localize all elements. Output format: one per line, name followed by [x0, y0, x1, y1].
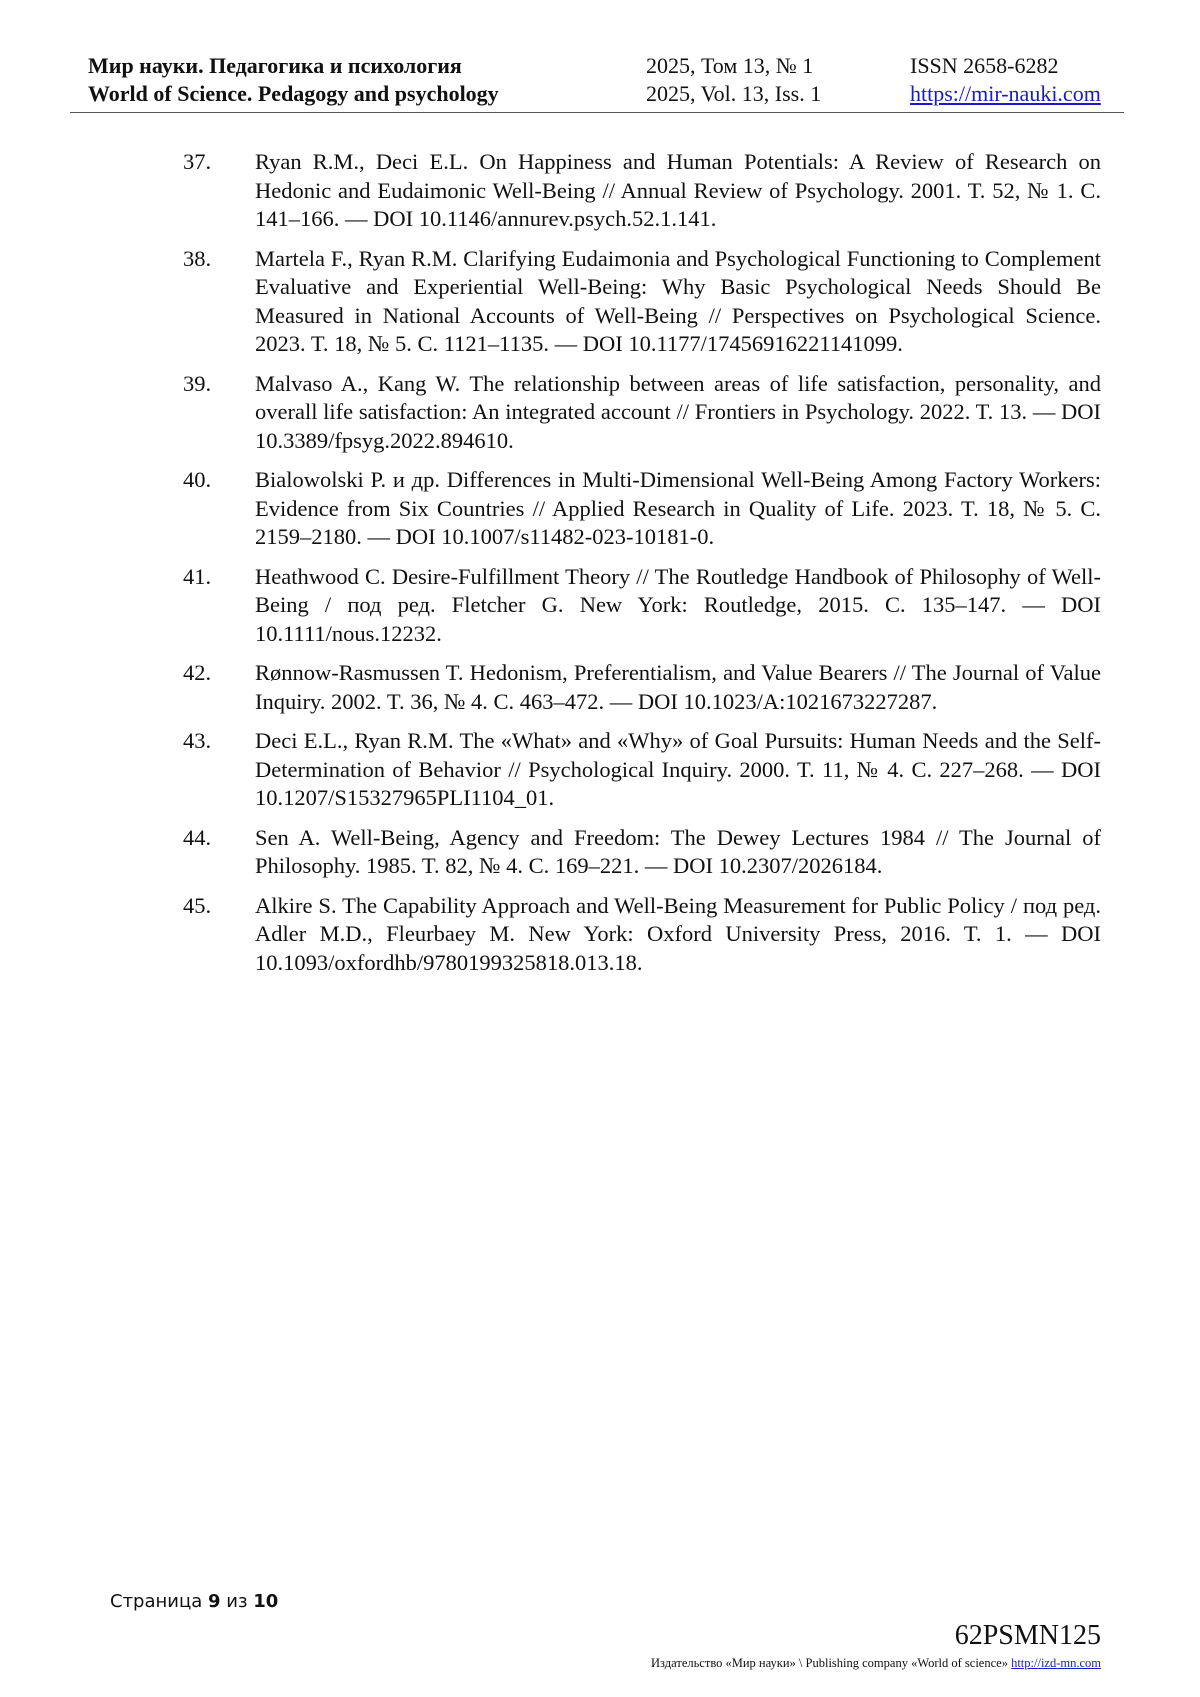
volume-en: 2025, Vol. 13, Iss. 1: [646, 81, 822, 106]
current-page: 9: [208, 1591, 221, 1612]
reference-item: [183, 727, 1101, 813]
total-pages: 10: [253, 1591, 279, 1612]
volume-ru: 2025, Том 13, № 1: [646, 53, 814, 78]
reference-number: 39.: [183, 370, 212, 396]
publisher-text: Издательство «Мир науки» \ Publishing company «World of science»: [651, 1656, 1008, 1670]
header-divider: [70, 112, 1124, 113]
reference-text: Martela F., Ryan R.M. Clarifying Eudaimonia and Psychological Functioning to Complement Evaluative and Experiential Well-Being: Why Basic Psychological Needs Should Be Measured in National Accounts of Well-Being // Perspectives on Psychological Science. 2023. T. 18, № 5. C. 1121–1135. — DOI 10.1177/17456916221141099.: [255, 245, 1101, 356]
reference-number: 40.: [183, 467, 212, 492]
reference-number: 42.: [183, 660, 212, 685]
reference-number: 41.: [183, 563, 212, 589]
reference-text: Sen A. Well-Being, Agency and Freedom: The Dewey Lectures 1984 // The Journal of Philosophy. 1985. T. 82, № 4. C. 169–221. — DOI 10.2307/2026184.: [255, 824, 1101, 878]
reference-item: [183, 659, 1101, 716]
issn: ISSN 2658-6282: [910, 53, 1059, 78]
reference-item: [183, 824, 1101, 881]
volume-info: [646, 52, 821, 108]
reference-item: [183, 148, 1101, 234]
article-code: 62PSMN125: [954, 1620, 1101, 1651]
reference-item: [183, 245, 1101, 359]
reference-text: Ryan R.M., Deci E.L. On Happiness and Human Potentials: A Review of Research on Hedonic and Eudaimonic Well-Being // Annual Review of Psychology. 2001. T. 52, № 1. C. 141–166. — DOI 10.1146/annurev.psych.52.1.141.: [255, 149, 1101, 231]
page-header: [88, 52, 1124, 110]
reference-number: 38.: [183, 245, 212, 271]
reference-text: Malvaso A., Kang W. The relationship between areas of life satisfaction, personality, and overall life satisfaction: An integrated account // Frontiers in Psychology. 2022. T. 13. — DOI 10.3389/fpsyg.2022.894610.: [255, 370, 1101, 453]
reference-list: [183, 148, 1101, 988]
reference-text: Deci E.L., Ryan R.M. The «What» and «Why» of Goal Pursuits: Human Needs and the Self-Determination of Behavior // Psychological Inquiry. 2000. T. 11, № 4. C. 227–268. — DOI 10.1207/S15327965PLI1104_01.: [255, 728, 1101, 810]
publisher-line: [651, 1655, 1101, 1671]
page-separator: из: [226, 1591, 248, 1612]
reference-text: Rønnow-Rasmussen T. Hedonism, Preferentialism, and Value Bearers // The Journal of Value Inquiry. 2002. T. 36, № 4. C. 463–472. — DOI 10.1023/A:1021673227287.: [255, 660, 1101, 714]
reference-text: Heathwood C. Desire-Fulfillment Theory // The Routledge Handbook of Philosophy of Well-Being / под ред. Fletcher G. New York: Routledge, 2015. C. 135–147. — DOI 10.1111/nous.12232.: [255, 563, 1101, 646]
reference-number: 43.: [183, 728, 212, 753]
reference-item: [183, 563, 1101, 649]
reference-item: [183, 466, 1101, 552]
reference-number: 45.: [183, 892, 212, 918]
reference-text: Alkire S. The Capability Approach and Well-Being Measurement for Public Policy / под ред. Adler M.D., Fleurbaey M. New York: Oxford University Press, 2016. T. 1. — DOI 10.1093/oxfordhb/9780199325818.013.18.: [255, 892, 1101, 975]
publisher-link[interactable]: http://izd-mn.com: [1011, 1656, 1101, 1670]
journal-title-ru: Мир науки. Педагогика и психология: [88, 53, 462, 78]
page-label: Страница: [110, 1591, 203, 1612]
reference-number: 44.: [183, 824, 212, 850]
reference-item: [183, 370, 1101, 456]
reference-number: 37.: [183, 149, 212, 174]
issn-info: [910, 52, 1101, 108]
journal-title: [88, 52, 499, 108]
reference-text: Bialowolski P. и др. Differences in Multi-Dimensional Well-Being Among Factory Workers: Evidence from Six Countries // Applied Research in Quality of Life. 2023. T. 18, № 5. C. 2159–2180. — DOI 10.1007/s11482-023-10181-0.: [255, 467, 1101, 549]
journal-title-en: World of Science. Pedagogy and psychology: [88, 81, 499, 106]
reference-item: [183, 892, 1101, 978]
journal-url-link[interactable]: https://mir-nauki.com: [910, 81, 1101, 106]
page-counter: [110, 1591, 278, 1613]
